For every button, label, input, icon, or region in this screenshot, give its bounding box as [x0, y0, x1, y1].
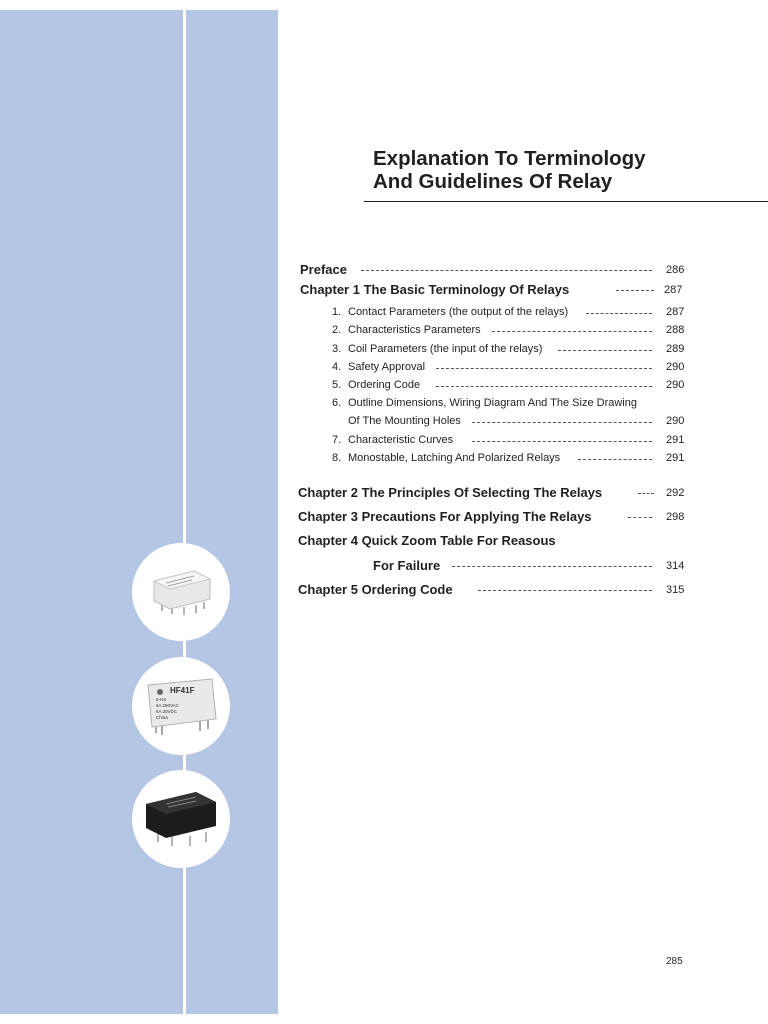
dot-leader: [361, 270, 652, 271]
dot-leader: [436, 386, 652, 387]
dot-leader: [628, 517, 652, 518]
toc-chapter-3[interactable]: [0, 509, 768, 527]
toc-label: Preface: [300, 262, 347, 277]
toc-section-3[interactable]: [0, 343, 768, 361]
toc-chapter-2[interactable]: [0, 485, 768, 503]
dot-leader: [478, 590, 652, 591]
toc-page: 287: [666, 306, 685, 318]
toc-page: 298: [666, 511, 685, 523]
svg-text:6A 250VAC: 6A 250VAC: [156, 703, 179, 708]
toc-page: 291: [666, 452, 685, 464]
toc-label: Characteristic Curves: [348, 434, 454, 446]
toc-section-2[interactable]: [0, 324, 768, 342]
dot-leader: [586, 313, 652, 314]
toc-page: 290: [666, 415, 685, 427]
dot-leader: [492, 331, 652, 332]
toc-section-6-continued[interactable]: [0, 415, 768, 433]
toc-label: Chapter 5 Ordering Code: [298, 582, 453, 597]
toc-page: 290: [666, 361, 685, 373]
svg-text:China: China: [156, 715, 168, 720]
toc-chapter-4-continued[interactable]: [0, 558, 768, 576]
toc-section-number: 8.: [332, 452, 342, 464]
toc-label: Characteristics Parameters: [348, 324, 481, 336]
toc-section-5[interactable]: [0, 379, 768, 397]
toc-label: Outline Dimensions, Wiring Diagram And The Size Drawing: [348, 397, 637, 409]
title-line-1: Explanation To Terminology: [373, 147, 646, 170]
toc-page: 291: [666, 434, 685, 446]
svg-text:6A 30VDC: 6A 30VDC: [156, 709, 178, 714]
toc-page: 289: [666, 343, 685, 355]
toc-label: Of The Mounting Holes: [348, 415, 461, 427]
toc-section-number: 4.: [332, 361, 342, 373]
toc-page: 314: [666, 560, 685, 572]
toc-chapter-1[interactable]: [0, 282, 768, 300]
toc-section-7[interactable]: [0, 434, 768, 452]
toc-label: Contact Parameters (the output of the relays): [348, 306, 569, 318]
toc-section-number: 3.: [332, 343, 342, 355]
svg-text:HF41F: HF41F: [170, 686, 195, 695]
toc-chapter-4[interactable]: [0, 533, 768, 551]
toc-section-number: 7.: [332, 434, 342, 446]
toc-page: 288: [666, 324, 685, 336]
toc-page: 287: [664, 284, 683, 296]
toc-section-number: 1.: [332, 306, 342, 318]
toc-label: Chapter 1 The Basic Terminology Of Relays: [300, 282, 570, 297]
black-relay-icon: [132, 770, 230, 868]
toc-label: For Failure: [373, 558, 441, 573]
toc-page: 290: [666, 379, 685, 391]
dot-leader: [472, 441, 652, 442]
dot-leader: [558, 350, 652, 351]
toc-page: 286: [666, 264, 685, 276]
toc-section-6[interactable]: [0, 397, 768, 415]
title-underline: [364, 201, 768, 202]
svg-text:5-HS: 5-HS: [156, 697, 167, 702]
toc-label: Ordering Code: [348, 379, 421, 391]
toc-label: Chapter 4 Quick Zoom Table For Reasous: [298, 533, 556, 548]
toc-section-4[interactable]: [0, 361, 768, 379]
toc-chapter-5[interactable]: [0, 582, 768, 600]
dot-leader: [436, 368, 652, 369]
toc-section-number: 5.: [332, 379, 342, 391]
dot-leader: [638, 493, 654, 494]
page-number: 285: [666, 956, 683, 967]
dot-leader: [578, 459, 652, 460]
dot-leader: [472, 422, 652, 423]
toc-section-number: 6.: [332, 397, 342, 409]
dot-leader: [616, 290, 654, 291]
toc-label: Chapter 3 Precautions For Applying The Relays: [298, 509, 592, 524]
toc-preface[interactable]: [0, 262, 768, 280]
toc-label: Monostable, Latching And Polarized Relays: [348, 452, 561, 464]
title-line-2: And Guidelines Of Relay: [373, 170, 613, 193]
toc-label: Chapter 2 The Principles Of Selecting The Relays: [298, 485, 603, 500]
toc-label: Safety Approval: [348, 361, 426, 373]
toc-label: Coil Parameters (the input of the relays): [348, 343, 543, 355]
toc-section-1[interactable]: [0, 306, 768, 324]
toc-page: 292: [666, 487, 685, 499]
toc-section-number: 2.: [332, 324, 342, 336]
dot-leader: [452, 566, 652, 567]
toc-section-8[interactable]: [0, 452, 768, 470]
toc-page: 315: [666, 584, 685, 596]
hf41f-relay-icon: [132, 657, 230, 755]
document-title: [373, 147, 753, 193]
